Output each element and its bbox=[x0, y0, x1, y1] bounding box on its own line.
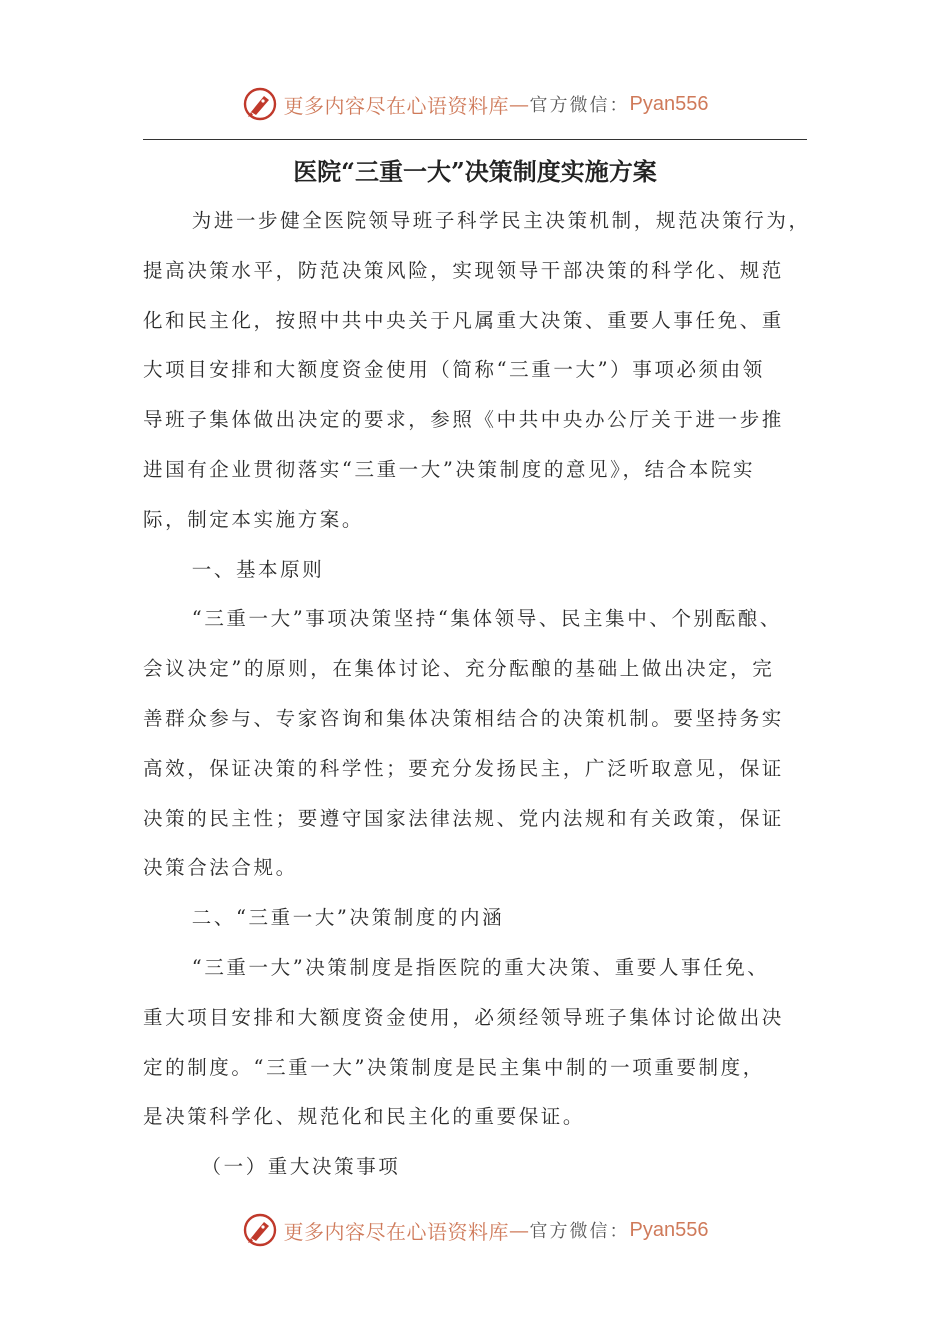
header-divider bbox=[143, 139, 807, 140]
text-line: 导班子集体做出决定的要求，参照《中共中央办公厅关于进一步推 bbox=[143, 408, 784, 432]
connotation-paragraph bbox=[143, 943, 807, 1142]
text-line: 大项目安排和大额度资金使用（简称“三重一大”）事项必须由领 bbox=[143, 358, 765, 382]
text-line: 善群众参与、专家咨询和集体决策相结合的决策机制。要坚持务实 bbox=[143, 706, 784, 730]
text-line: 为进一步健全医院领导班子科学民主决策机制，规范决策行为， bbox=[191, 209, 811, 232]
text-line: 定的制度。“三重一大”决策制度是民主集中制的一项重要制度， bbox=[143, 1055, 765, 1079]
document-title: 医院“三重一大”决策制度实施方案 bbox=[293, 157, 657, 186]
subsection-heading-major-decisions: （一）重大决策事项 bbox=[201, 1155, 401, 1179]
section-heading-connotation: 二、“三重一大”决策制度的内涵 bbox=[191, 906, 505, 930]
text-line: 高效，保证决策的科学性；要充分发扬民主，广泛听取意见，保证 bbox=[143, 756, 784, 780]
watermark-wechat-id: Pyan556 bbox=[629, 1218, 709, 1241]
text-line: 决策合法合规。 bbox=[143, 856, 298, 880]
basic-principles-paragraph bbox=[143, 594, 807, 893]
text-line: “三重一大”决策制度是指医院的重大决策、重要人事任免、 bbox=[191, 955, 770, 979]
watermark-dash: — bbox=[509, 92, 530, 116]
intro-paragraph bbox=[143, 196, 811, 545]
text-line: “三重一大”事项决策坚持“集体领导、民主集中、个别酝酿、 bbox=[191, 607, 782, 631]
watermark-dash: — bbox=[509, 1218, 530, 1242]
text-line: 际，制定本实施方案。 bbox=[143, 507, 365, 531]
watermark-text: 更多内容尽在心语资料库 bbox=[283, 93, 510, 118]
text-line: 提高决策水平，防范决策风险，实现领导干部决策的科学化、规范 bbox=[143, 258, 784, 282]
section-heading-basic-principles: 一、基本原则 bbox=[191, 557, 325, 581]
document-body bbox=[143, 196, 811, 1192]
text-line: 重大项目安排和大额度资金使用，必须经领导班子集体讨论做出决 bbox=[143, 1005, 784, 1029]
pen-nib-logo-icon bbox=[242, 1212, 278, 1248]
top-watermark-banner bbox=[0, 82, 950, 126]
watermark-wechat-label: 官方微信： bbox=[529, 1221, 630, 1242]
text-line: 是决策科学化、规范化和民主化的重要保证。 bbox=[143, 1105, 586, 1129]
watermark-text: 更多内容尽在心语资料库 bbox=[283, 1219, 510, 1244]
text-line: 化和民主化，按照中共中央关于凡属重大决策、重要人事任免、重 bbox=[143, 308, 784, 332]
text-line: 决策的民主性；要遵守国家法律法规、党内法规和有关政策，保证 bbox=[143, 806, 784, 830]
watermark-wechat-label: 官方微信： bbox=[529, 95, 630, 116]
bottom-watermark-banner bbox=[0, 1208, 950, 1252]
watermark-wechat-id: Pyan556 bbox=[629, 92, 709, 115]
text-line: 会议决定”的原则，在集体讨论、充分酝酿的基础上做出决定，完 bbox=[143, 657, 775, 681]
text-line: 进国有企业贯彻落实“三重一大”决策制度的意见》，结合本院实 bbox=[143, 457, 756, 481]
pen-nib-logo-icon bbox=[242, 86, 278, 122]
